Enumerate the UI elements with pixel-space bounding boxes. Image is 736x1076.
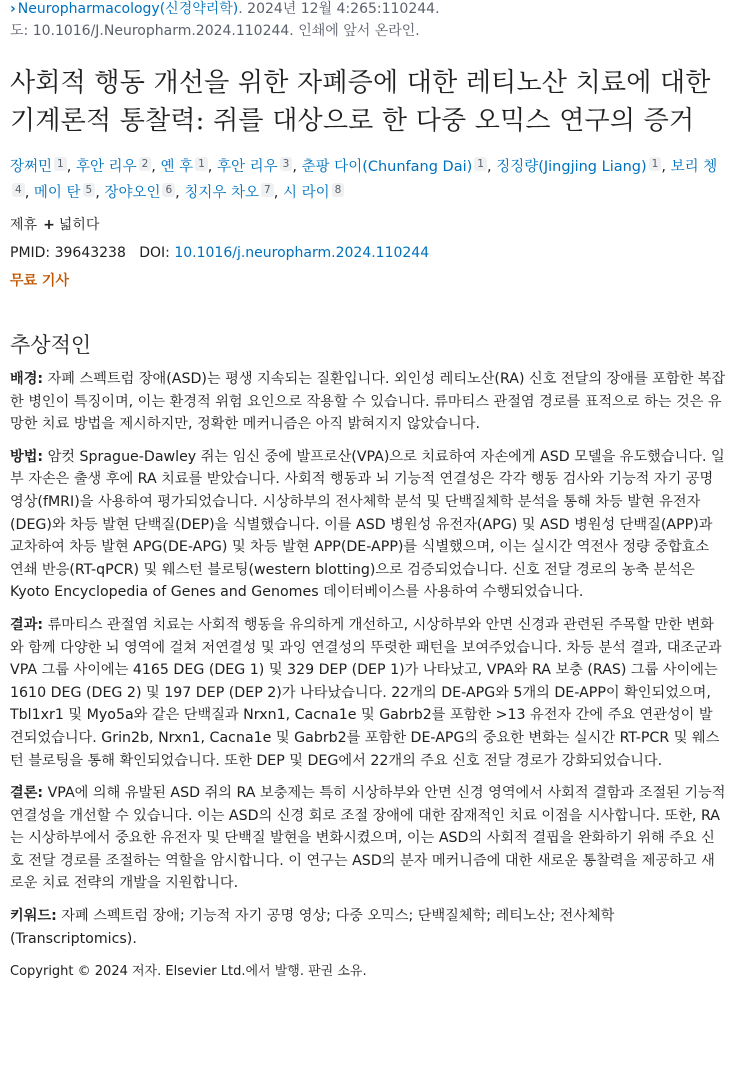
author-link[interactable]: 시 라이 <box>282 185 330 201</box>
citation-doi-line: 도: 10.1016/J.Neuropharm.2024.110244. 인쇄에 앞서 온라인. <box>10 23 420 39</box>
chevron-right-icon[interactable]: › <box>10 1 16 17</box>
author-affiliation-number[interactable]: 7 <box>261 183 274 197</box>
section-label: 방법: <box>10 448 44 465</box>
author-link[interactable]: 춘팡 다이(Chunfang Dai) <box>301 159 473 175</box>
section-label: 결과: <box>10 616 44 633</box>
plus-icon: + <box>43 217 55 233</box>
author-list <box>10 154 726 206</box>
abstract-section <box>10 368 726 436</box>
section-text: 자폐 스펙트럼 장애(ASD)는 평생 지속되는 질환입니다. 외인성 레티노산(RA) 신호 전달의 장애를 포함한 복잡한 병인이 특징이며, 이는 환경적 위험 요인으로 작용할 수 있습니다. 류마티스 관절염 경로를 표적으로 하는 것은 유망한 치료 방법을 제시하지만, 정확한 메커니즘은 아직 밝혀지지 않았습니다. <box>10 371 726 433</box>
author-separator: , <box>95 185 105 201</box>
article-title: 사회적 행동 개선을 위한 자폐증에 대한 레티노산 치료에 대한 기계론적 통찰력: 쥐를 대상으로 한 다중 오믹스 연구의 증거 <box>10 68 711 136</box>
section-label: 결론: <box>10 785 44 802</box>
abstract-section <box>10 782 726 895</box>
abstract-section <box>10 446 726 604</box>
section-label: 키워드: <box>10 908 57 925</box>
author-affiliation-number[interactable]: 1 <box>474 157 487 171</box>
section-text: VPA에 의해 유발된 ASD 쥐의 RA 보충제는 특히 시상하부와 안면 신경 영역에서 사회적 결함과 조절된 기능적 연결성을 개선할 수 있습니다. 이는 ASD의 신경 회로 조절 장애에 대한 잠재적인 치료 이점을 시사합니다. 또한, RA는 시상하부에서 중요한 유전자 및 단백질 발현을 변화시켰으며, 이는 ASD의 사회적 결핍을 완화하기 위해 주요 신호 전달 경로를 조절하는 역할을 암시합니다. 이 연구는 ASD의 분자 메커니즘에 대한 새로운 통찰력을 제공하고 새로운 치료 전략의 개발을 지원합니다. <box>10 785 726 892</box>
author-separator: , <box>661 159 671 175</box>
author-link[interactable]: 후안 리우 <box>75 159 137 175</box>
author-separator: , <box>207 159 218 175</box>
author-separator: , <box>273 185 283 201</box>
pmid-value: 39643238 <box>54 245 126 261</box>
section-text: 류마티스 관절염 치료는 사회적 행동을 유의하게 개선하고, 시상하부와 안면 신경과 관련된 주목할 만한 변화와 함께 다양한 뇌 영역에 걸쳐 저연결성 및 과잉 연결성의 뚜렷한 패턴을 보여주었습니다. 차등 분석 결과, 대조군과 VPA 그룹 사이에는 4165 DEG (DEG 1) 및 329 DEP (DEP 1)가 나타났고, VPA와 RA 보충 (RAS) 그룹 사이에는 1610 DEG (DEG 2) 및 197 DEP (DEP 2)가 나타났습니다. 22개의 DE-APG와 5개의 DE-APP이 확인되었으며, Tbl1xr1 및 Myo5a와 같은 단백질과 Nrxn1, Cacna1e 및 Gabrb2를 포함한 >13 유전자 간에 주요 연관성이 발견되었습니다. Grin2b, Nrxn1, Cacna1e 및 Gabrb2를 포함한 DE-APG의 중요한 변화는 실시간 RT-PCR 및 웨스턴 블로팅을 통해 확인되었습니다. 또한 DEP 및 DEG에서 22개의 주요 신호 전달 경로가 강화되었습니다. <box>10 616 722 769</box>
section-text: 암컷 Sprague-Dawley 쥐는 임신 중에 발프로산(VPA)으로 치료하여 자손에게 ASD 모델을 유도했습니다. 일부 자손은 출생 후에 RA 치료를 받았습니다. 사회적 행동과 뇌 기능적 연결성은 각각 행동 검사와 기능적 자기 공명 영상(fMRI)을 사용하여 평가되었습니다. 시상하부의 전사체학 분석 및 단백질체학 분석을 통해 차등 발현 유전자(DEG)와 차등 발현 단백질(DEP)을 식별했습니다. 이를 ASD 병원성 유전자(APG) 및 ASD 병원성 단백질(APP)과 교차하여 차등 발현 APG(DE-APG) 및 차등 발현 APP(DE-APP)를 식별했으며, 이는 실시간 역전사 정량 중합효소 연쇄 반응(RT-qPCR) 및 웨스턴 블로팅(western blotting)으로 검증되었습니다. 신호 전달 경로의 농축 분석은 Kyoto Encyclopedia of Genes and Genomes 데이터베이스를 사용하여 수행되었습니다. <box>10 448 725 601</box>
author-affiliation-number[interactable]: 3 <box>280 157 293 171</box>
doi-link[interactable]: 10.1016/j.neuropharm.2024.110244 <box>174 245 430 261</box>
abstract-heading: 추상적인 <box>10 333 92 357</box>
author-link[interactable]: 칭지우 차오 <box>184 185 260 201</box>
author-separator: , <box>486 159 497 175</box>
author-separator: , <box>151 159 161 175</box>
author-affiliation-number[interactable]: 6 <box>162 183 175 197</box>
section-text: 자폐 스펙트럼 장애; 기능적 자기 공명 영상; 다중 오믹스; 단백질체학; 레티노산; 전사체학 (Transcriptomics). <box>10 908 615 947</box>
author-separator: , <box>175 185 185 201</box>
author-link[interactable]: 보리 쳉 <box>670 159 718 175</box>
citation <box>10 0 726 42</box>
author-affiliation-number[interactable]: 2 <box>139 157 152 171</box>
author-affiliation-number[interactable]: 1 <box>54 157 67 171</box>
author-separator: , <box>24 185 34 201</box>
author-affiliation-number[interactable]: 4 <box>12 183 25 197</box>
author-link[interactable]: 옌 후 <box>160 159 194 175</box>
author-affiliation-number[interactable]: 5 <box>83 183 96 197</box>
author-link[interactable]: 메이 탄 <box>33 185 81 201</box>
doi-label: DOI: <box>139 245 170 261</box>
author-link[interactable]: 장쩌민 <box>10 159 53 175</box>
pmid-label: PMID: <box>10 245 51 261</box>
article-ids <box>10 242 726 264</box>
author-link[interactable]: 장야오인 <box>104 185 161 201</box>
abstract-body <box>10 368 726 950</box>
author-affiliation-number[interactable]: 8 <box>332 183 345 197</box>
free-article-badge: 무료 기사 <box>10 273 69 289</box>
abstract-section <box>10 905 726 950</box>
author-link[interactable]: 후안 리우 <box>217 159 278 175</box>
author-affiliation-number[interactable]: 1 <box>195 157 208 171</box>
author-link[interactable]: 징징량(Jingjing Liang) <box>496 159 647 175</box>
citation-date: . 2024년 12월 4:265:110244. <box>238 1 440 17</box>
section-label: 배경: <box>10 371 44 387</box>
author-affiliation-number[interactable]: 1 <box>649 157 662 171</box>
journal-link[interactable]: Neuropharmacology(신경약리학) <box>17 1 239 17</box>
affiliations-label: 제휴 <box>10 217 38 233</box>
affiliations-toggle[interactable] <box>10 214 726 236</box>
abstract-section <box>10 614 726 772</box>
copyright: Copyright © 2024 저자. Elsevier Ltd.에서 발행. 판권 소유. <box>10 964 367 980</box>
expand-label: 넓히다 <box>58 217 100 233</box>
author-separator: , <box>292 159 302 175</box>
author-separator: , <box>66 159 76 175</box>
